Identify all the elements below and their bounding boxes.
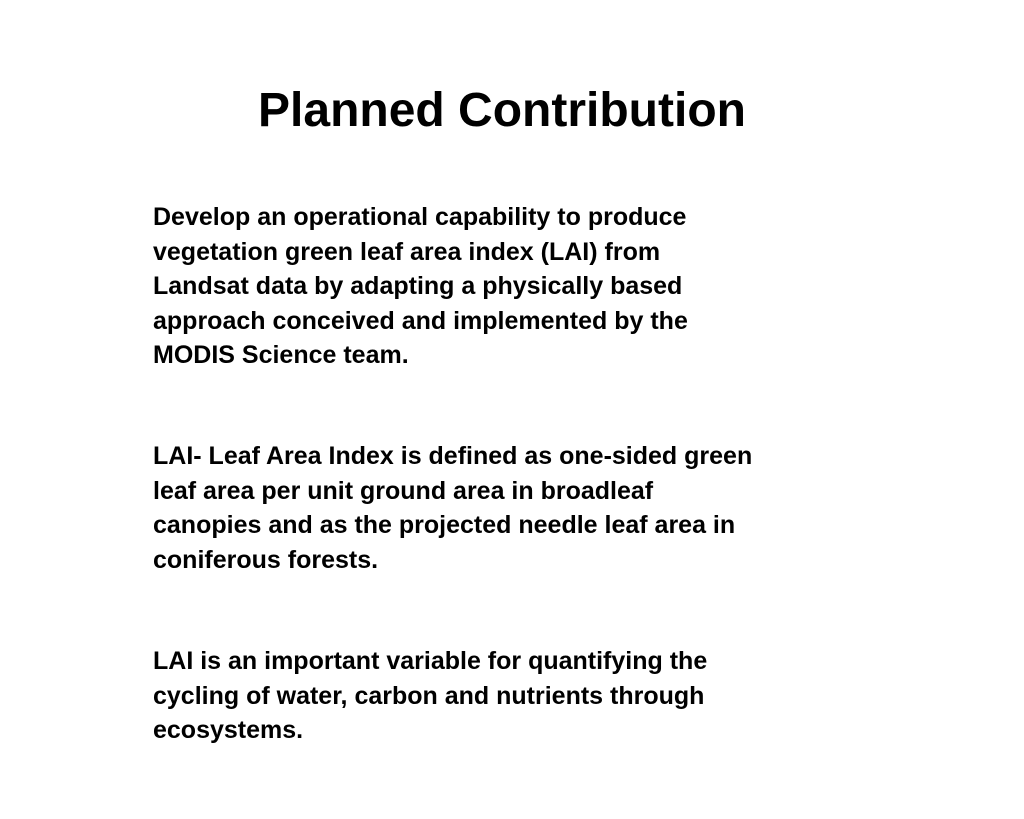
paragraph-line: approach conceived and implemented by the bbox=[153, 306, 688, 335]
paragraph-line: MODIS Science team. bbox=[153, 341, 409, 369]
slide-title: Planned Contribution bbox=[258, 84, 746, 137]
paragraph-line: coniferous forests. bbox=[153, 545, 379, 574]
paragraph-line: vegetation green leaf area index (LAI) from bbox=[153, 237, 661, 266]
paragraph-lai-importance bbox=[153, 644, 813, 748]
paragraph-line: Landsat data by adapting a physically based bbox=[153, 272, 683, 300]
paragraph-line: Develop an operational capability to produce bbox=[153, 203, 687, 231]
paragraph-line: LAI- Leaf Area Index is defined as one-sided green bbox=[153, 442, 753, 470]
paragraph-line: ecosystems. bbox=[153, 716, 304, 744]
paragraph-line: LAI is an important variable for quantifying the bbox=[153, 647, 708, 675]
paragraph-objective bbox=[153, 200, 783, 373]
paragraph-lai-definition bbox=[153, 439, 853, 577]
paragraph-line: cycling of water, carbon and nutrients through bbox=[153, 681, 705, 710]
paragraph-line: leaf area per unit ground area in broadleaf bbox=[153, 476, 654, 505]
paragraph-line: canopies and as the projected needle leaf area in bbox=[153, 511, 736, 539]
